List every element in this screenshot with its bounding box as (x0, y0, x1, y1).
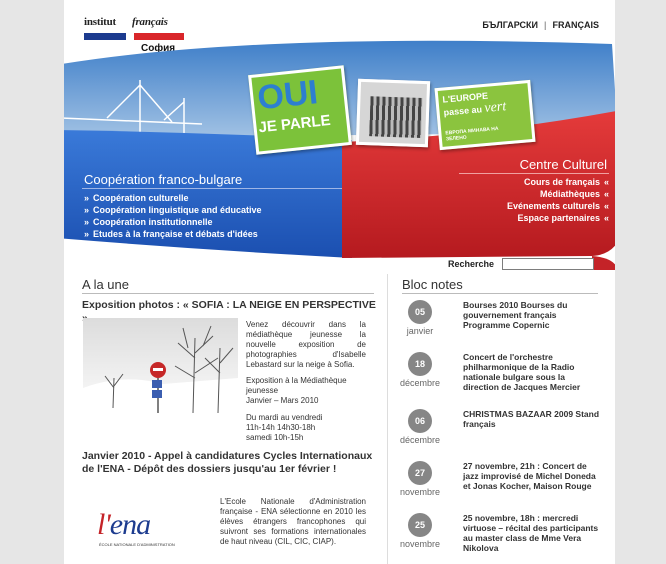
logo-blue-bar (84, 33, 126, 40)
note-text: CHRISTMAS BAZAAR 2009 Stand français (463, 409, 600, 429)
note-date-badge: 05 (408, 300, 432, 324)
article1-paragraph1: Venez découvrir dans la médiathèque jeunesse la nouvelle exposition de photographies d'Isabelle Lebastard sur la neige à Sofia. (246, 320, 366, 369)
search-box (448, 259, 494, 269)
article2-title[interactable]: Janvier 2010 - Appel à candidatures Cycles Internationaux de l'ENA - Dépôt des dossiers jusqu'au 1er février ! (82, 450, 373, 475)
ena-logo-subtitle: ÉCOLE NATIONALE D'ADMINISTRATION (99, 542, 175, 547)
coop-divider (82, 188, 342, 189)
photo-oui-text: OUI (255, 73, 320, 118)
logo-text-institut: institut (84, 16, 117, 28)
section-heading-bloc-notes: Bloc notes (402, 277, 463, 292)
double-chevron-right-icon: » (84, 229, 90, 239)
search-label: Recherche (448, 259, 495, 269)
ena-logo[interactable] (83, 494, 211, 558)
note-item[interactable] (397, 409, 600, 465)
page (64, 0, 615, 564)
note-date-badge: 18 (408, 352, 432, 376)
note-text: Bourses 2010 Bourses du gouvernement français Programme Copernic (463, 300, 568, 330)
article1-snow-photo[interactable] (83, 318, 238, 433)
double-chevron-right-icon: » (84, 205, 90, 215)
note-item[interactable] (397, 513, 597, 564)
coop-menu-item[interactable]: » Coopération institutionnelle (84, 217, 213, 227)
photo-europe-vert (434, 80, 535, 150)
logo-red-bar (134, 33, 184, 40)
coop-menu-item[interactable]: » Etudes à la française et débats d'idées (84, 229, 258, 239)
photo-passe-text: passe au (443, 104, 483, 118)
note-month: décembre (399, 378, 441, 388)
article1-paragraph3: Du mardi au vendredi 11h-14h 14h30-18h samedi 10h-15h (246, 413, 323, 442)
centre-menu (507, 176, 609, 224)
double-chevron-left-icon: « (603, 201, 609, 211)
photo-europe-small-text: ЕВРОПА МИНАВА НА ЗЕЛЕНО (445, 125, 499, 143)
double-chevron-left-icon: « (603, 189, 609, 199)
photo-oui-je-parle (248, 65, 352, 155)
note-month: janvier (406, 326, 434, 336)
article1-paragraph2: Exposition à la Médiathèque jeunesse Janvier – Mars 2010 (246, 376, 347, 405)
logo-text-francais: français (132, 16, 168, 28)
centre-menu-item[interactable]: Evénements culturels « (506, 201, 609, 211)
note-item[interactable] (397, 461, 597, 517)
double-chevron-right-icon: » (84, 193, 90, 203)
note-month: novembre (399, 487, 441, 497)
double-chevron-left-icon: « (603, 213, 609, 223)
centre-title[interactable]: Centre Culturel (519, 157, 607, 172)
photo-je-parle-text: JE PARLE (257, 111, 332, 137)
language-switcher: БЪЛГАРСКИ | FRANÇAIS (482, 20, 599, 30)
note-item[interactable] (397, 300, 597, 356)
note-date-badge: 27 (408, 461, 432, 485)
note-text: 27 novembre, 21h : Concert de jazz improvisé de Michel Doneda et Jonas Kocher, Maison Rouge (463, 461, 596, 491)
note-month: novembre (399, 539, 441, 549)
logo-city: София (141, 43, 176, 54)
article2-paragraph1: L'Ecole Nationale d'Administration française - ENA sélectionne en 2010 les élèves étrangers francophones qui suivront ses formations internationales de haut niveau (CIL, CIC, CIAP). (220, 497, 366, 546)
photo-europe-text: L'EUROPE (442, 90, 489, 105)
sidebar-divider (402, 293, 598, 294)
double-chevron-right-icon: » (84, 217, 90, 227)
double-chevron-left-icon: « (603, 177, 609, 187)
centre-divider (459, 173, 609, 174)
note-item[interactable] (397, 352, 597, 408)
note-date-badge: 25 (408, 513, 432, 537)
coop-title[interactable]: Coopération franco-bulgare (84, 172, 243, 187)
banner (64, 40, 615, 270)
centre-menu-item[interactable]: Médiathèques « (539, 189, 609, 199)
column-divider (387, 274, 388, 564)
ena-logo-text: l'ena (97, 508, 151, 541)
section-heading-a-la-une: A la une (82, 277, 129, 292)
photo-building (356, 79, 430, 147)
centre-menu-item[interactable]: Espace partenaires « (517, 213, 609, 223)
lang-bulgarian-link[interactable]: БЪЛГАРСКИ (482, 20, 538, 30)
article1-title[interactable]: Exposition photos : « SOFIA : LA NEIGE EN PERSPECTIVE (82, 299, 376, 311)
section-divider (82, 293, 374, 294)
lang-french-link[interactable]: FRANÇAIS (552, 20, 599, 30)
search-input[interactable] (502, 258, 594, 270)
note-date-badge: 06 (408, 409, 432, 433)
coop-menu (84, 192, 262, 240)
coop-menu-item[interactable]: » Coopération linguistique and éducative (84, 205, 262, 215)
centre-menu-item[interactable]: Cours de français « (523, 177, 609, 187)
note-month: décembre (399, 435, 441, 445)
note-text: Concert de l'orchestre philharmonique de la Radio nationale bulgare sous la direction de Jacques Mercier (463, 352, 581, 392)
note-text: 25 novembre, 18h : mercredi virtuose – récital des participants au master class de Mme Vera Nikolova (463, 513, 599, 553)
photo-vert-text: vert (483, 99, 507, 116)
coop-menu-item[interactable]: » Coopération culturelle (84, 193, 189, 203)
